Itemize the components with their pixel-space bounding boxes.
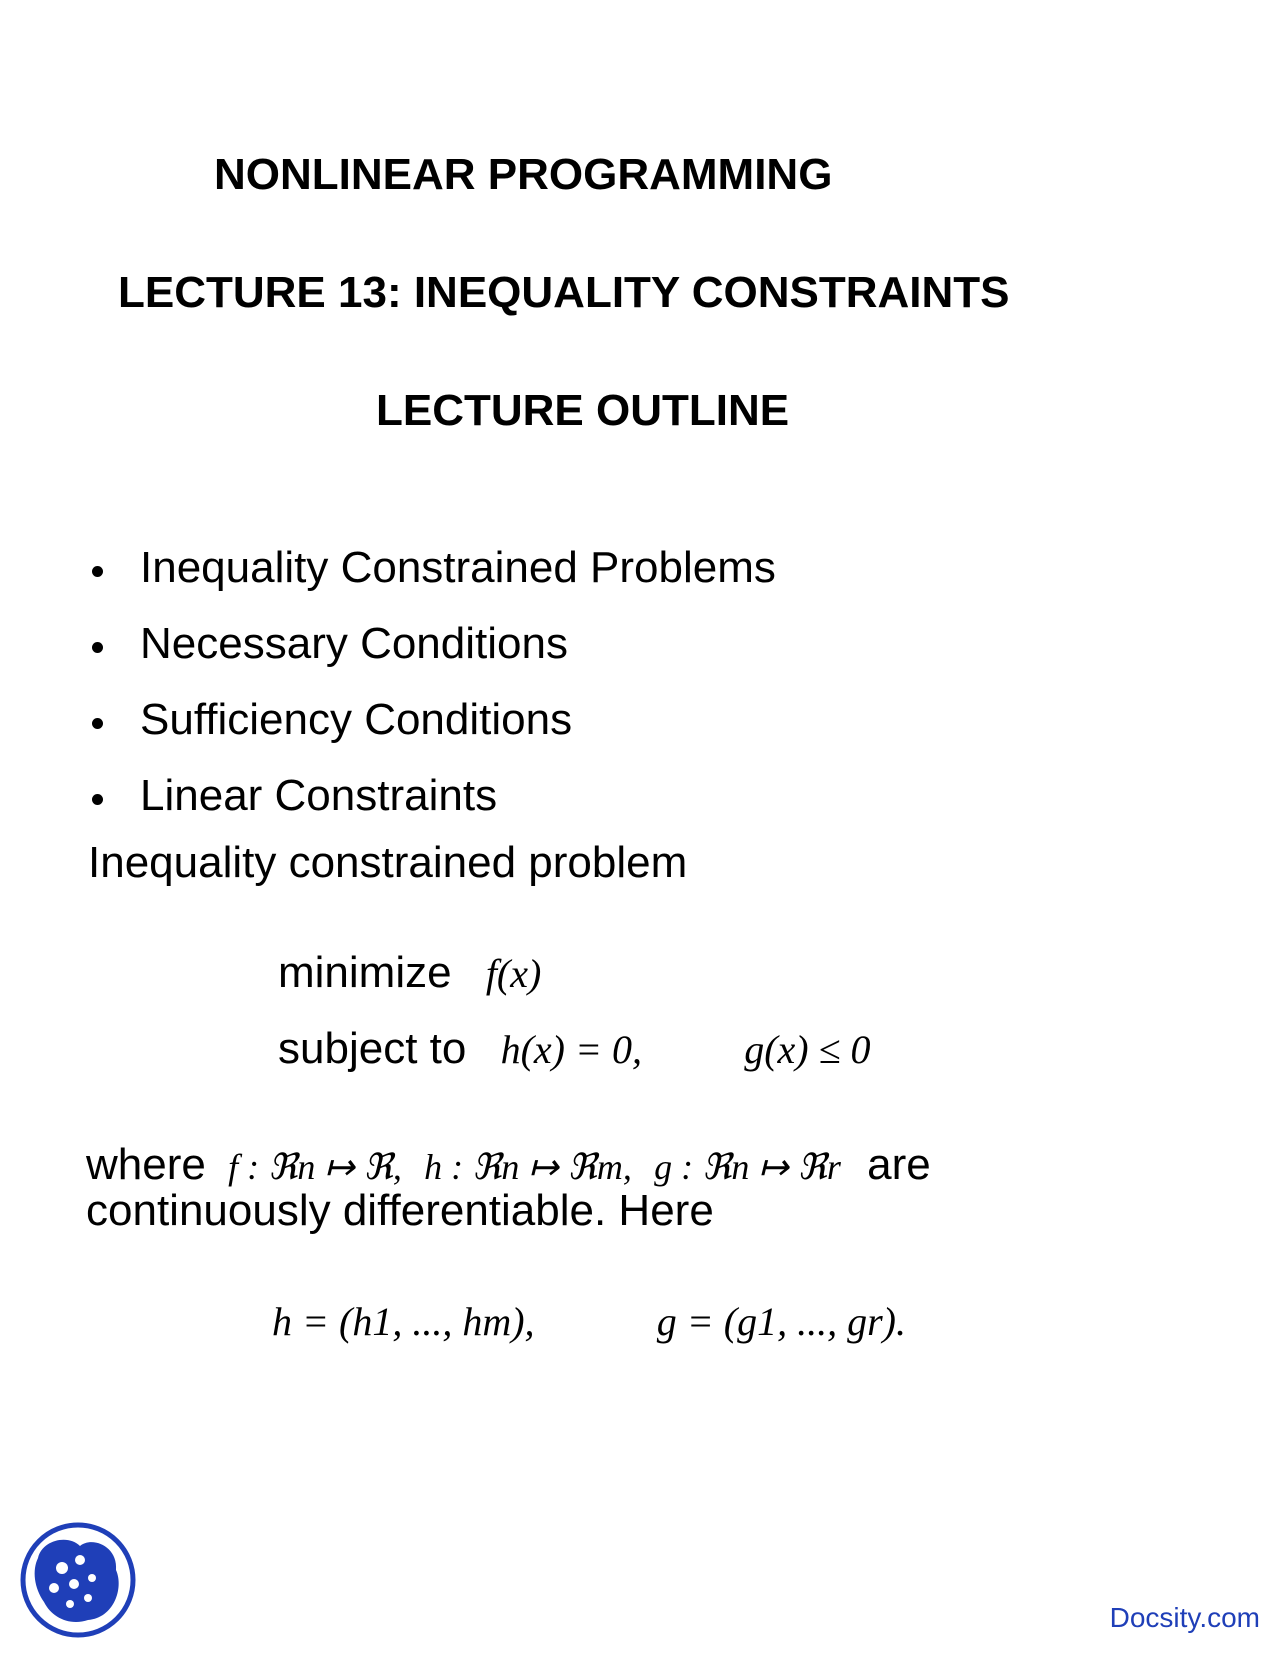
title-outline: LECTURE OUTLINE — [376, 386, 790, 435]
g-components: g = (g1, ..., gr). — [656, 1299, 906, 1344]
minimize-label: minimize — [278, 948, 452, 997]
bullet-icon — [92, 566, 103, 577]
docsity-logo-icon — [18, 1520, 138, 1640]
bullet-icon — [92, 642, 103, 653]
subject-row — [278, 1024, 871, 1074]
f-mapping: f : ℜn ↦ ℜ, — [228, 1147, 402, 1187]
equality-constraint: h(x) = 0, — [500, 1027, 642, 1072]
objective-expr: f(x) — [485, 951, 542, 996]
subject-label: subject to — [278, 1024, 467, 1073]
components-row — [272, 1296, 906, 1346]
where-word: where — [86, 1140, 206, 1189]
h-mapping: h : ℜn ↦ ℜm, — [424, 1147, 632, 1187]
where-line-2: continuously differentiable. Here — [86, 1186, 714, 1235]
section-label: Inequality constrained problem — [88, 838, 688, 887]
inequality-constraint: g(x) ≤ 0 — [744, 1027, 871, 1072]
where-line — [86, 1140, 931, 1190]
minimize-row — [278, 948, 541, 998]
h-components: h = (h1, ..., hm), — [272, 1299, 535, 1344]
bullet-icon — [92, 718, 103, 729]
g-mapping: g : ℜn ↦ ℜr — [654, 1147, 841, 1187]
are-word: are — [867, 1140, 931, 1189]
list-item: Inequality Constrained Problems — [88, 530, 776, 606]
title-main: NONLINEAR PROGRAMMING — [214, 150, 833, 199]
list-item: Necessary Conditions — [88, 606, 776, 682]
title-lecture: LECTURE 13: INEQUALITY CONSTRAINTS — [118, 268, 1010, 317]
list-item: Sufficiency Conditions — [88, 682, 776, 758]
docsity-brand-link[interactable]: Docsity.com — [1109, 1602, 1260, 1633]
list-item: Linear Constraints — [88, 758, 776, 834]
bullet-icon — [92, 794, 103, 805]
outline-list — [88, 530, 776, 834]
